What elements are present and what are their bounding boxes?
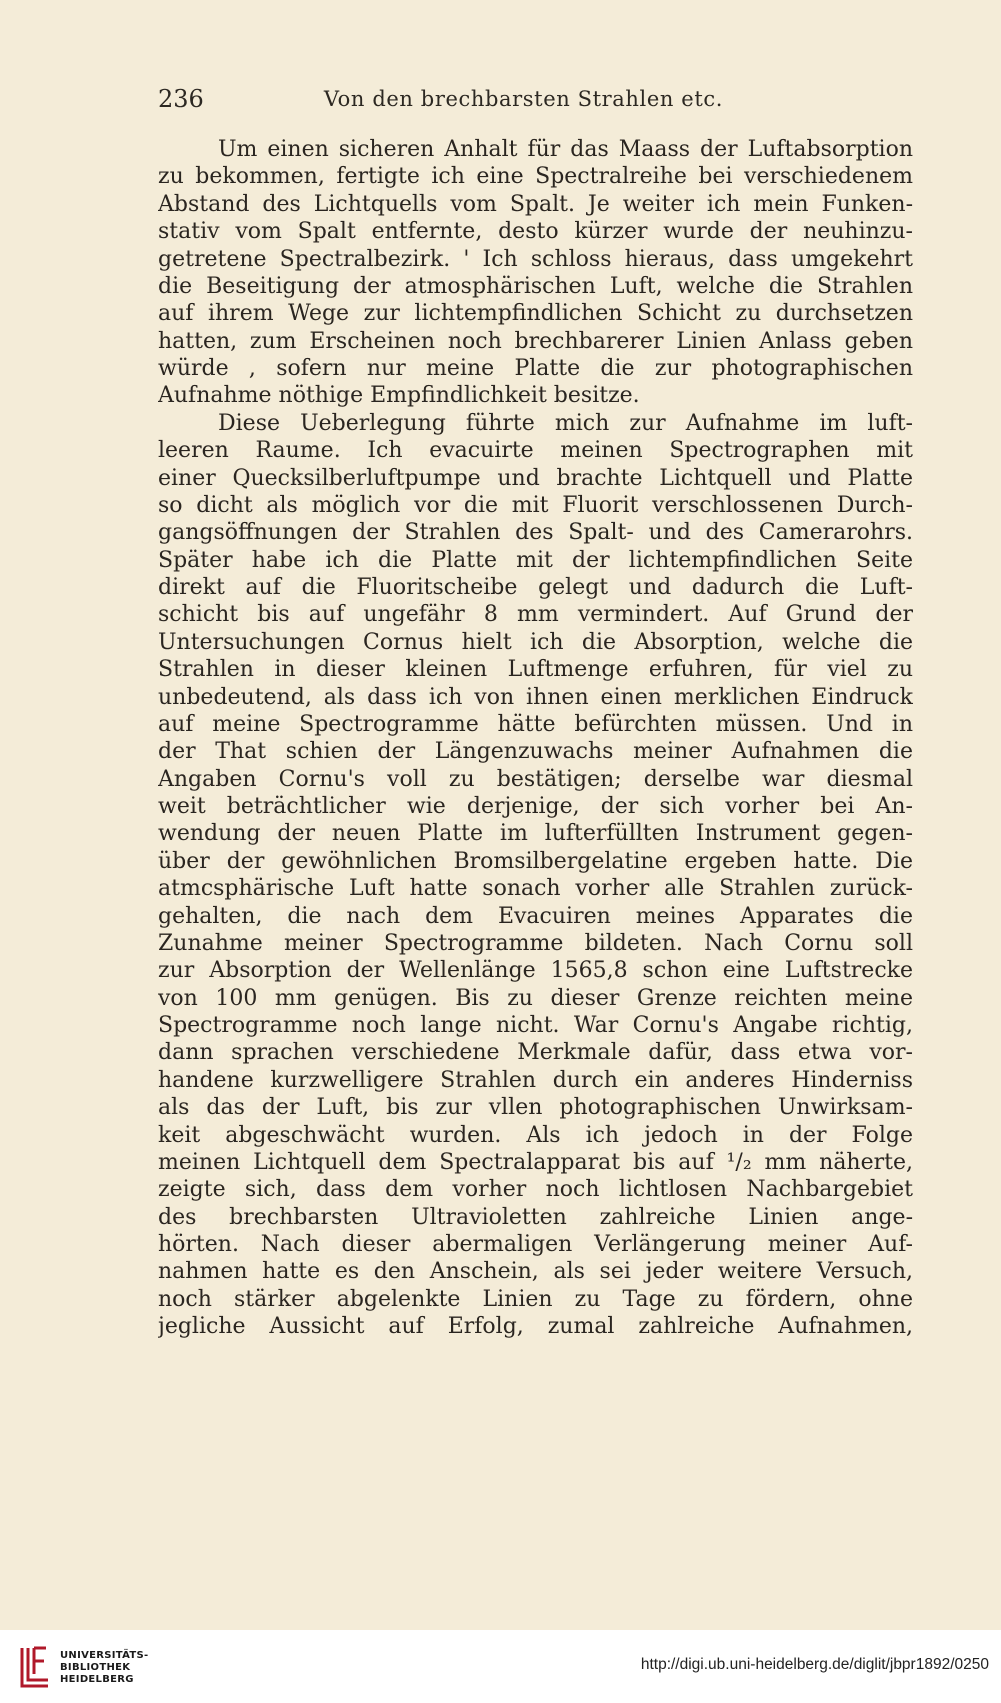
text-line: einer Quecksilberluftpumpe und brachte Lichtquell und Platte — [158, 465, 913, 491]
text-line: leeren Raume. Ich evacuirte meinen Spectrographen mit — [158, 438, 913, 464]
text-line: des brechbarsten Ultravioletten zahlreiche Linien ange- — [158, 1204, 913, 1230]
text-line: nahmen hatte es den Anschein, als sei jeder weitere Versuch, — [158, 1259, 913, 1285]
text-line: Strahlen in dieser kleinen Luftmenge erfuhren, für viel zu — [158, 657, 913, 683]
text-line: keit abgeschwächt wurden. Als ich jedoch in der Folge — [158, 1122, 913, 1148]
text-line: Aufnahme nöthige Empfindlichkeit besitze. — [158, 383, 640, 409]
text-line: wendung der neuen Platte im lufterfüllten Instrument gegen- — [158, 821, 913, 847]
text-line: würde , sofern nur meine Platte die zur photographischen — [158, 356, 913, 381]
library-name-line: UNIVERSITÄTS- — [60, 1650, 149, 1661]
text-line: unbedeutend, als dass ich von ihnen einen merklichen Eindruck — [158, 684, 913, 710]
text-line: handene kurzwelligere Strahlen durch ein anderes Hinderniss — [158, 1067, 913, 1093]
text-line: Untersuchungen Cornus hielt ich die Absorption, welche die — [158, 629, 913, 655]
text-line: weit beträchtlicher wie derjenige, der sich vorher bei An- — [158, 794, 913, 819]
text-line: auf meine Spectrogramme hätte befürchten müssen. Und in — [158, 711, 913, 737]
text-line: Um einen sicheren Anhalt für das Maass der Luftabsorption — [218, 137, 913, 162]
body-text — [158, 136, 913, 1341]
text-line: gehalten, die nach dem Evacuiren meines Apparates die — [158, 903, 913, 929]
text-line: direkt auf die Fluoritscheibe gelegt und dadurch die Luft- — [158, 575, 913, 600]
text-line: gangsöffnungen der Strahlen des Spalt- und des Camerarohrs. — [158, 520, 913, 546]
text-line: hörten. Nach dieser abermaligen Verlängerung meiner Auf- — [158, 1232, 913, 1257]
text-line: dann sprachen verschiedene Merkmale dafür, dass etwa vor- — [158, 1040, 913, 1066]
text-line: meinen Lichtquell dem Spectralapparat bis auf ¹/₂ mm näherte, — [158, 1149, 913, 1175]
text-line: stativ vom Spalt entfernte, desto kürzer wurde der neuhinzu- — [158, 219, 913, 245]
library-name — [60, 1650, 149, 1686]
text-line: zur Absorption der Wellenlänge 1565,8 schon eine Luftstrecke — [158, 958, 913, 984]
footer-bar — [0, 1630, 1001, 1703]
text-line: Zunahme meiner Spectrogramme bildeten. Nach Cornu soll — [158, 930, 913, 956]
text-line: auf ihrem Wege zur lichtempfindlichen Schicht zu durchsetzen — [158, 301, 913, 327]
running-title: Von den brechbarsten Strahlen etc. — [323, 87, 723, 111]
text-line: Später habe ich die Platte mit der lichtempfindlichen Seite — [158, 547, 913, 573]
running-head — [158, 82, 723, 116]
text-line: als das der Luft, bis zur vllen photographischen Unwirksam- — [158, 1095, 913, 1121]
library-logo[interactable] — [18, 1644, 228, 1690]
text-line: zu bekommen, fertigte ich eine Spectralreihe bei verschiedenem — [158, 164, 913, 190]
text-line: von 100 mm genügen. Bis zu dieser Grenze reichten meine — [158, 985, 913, 1011]
text-line: getretene Spectralbezirk. ' Ich schloss hieraus, dass umgekehrt — [158, 246, 913, 272]
library-name-line: HEIDELBERG — [60, 1674, 134, 1685]
text-line: zeigte sich, dass dem vorher noch lichtlosen Nachbargebiet — [158, 1177, 913, 1203]
text-line: hatten, zum Erscheinen noch brechbarerer Linien Anlass geben — [158, 328, 913, 354]
text-line: jegliche Aussicht auf Erfolg, zumal zahlreiche Aufnahmen, — [158, 1314, 913, 1340]
text-line: Abstand des Lichtquells vom Spalt. Je weiter ich mein Funken- — [158, 191, 913, 217]
text-line: Angaben Cornu's voll zu bestätigen; derselbe war diesmal — [158, 766, 913, 792]
text-line: atmcsphärische Luft hatte sonach vorher alle Strahlen zurück- — [158, 876, 913, 902]
text-line: die Beseitigung der atmosphärischen Luft, welche die Strahlen — [158, 273, 913, 299]
text-line: Spectrogramme noch lange nicht. War Cornu's Angabe richtig, — [158, 1013, 913, 1038]
source-url-link[interactable]: http://digi.ub.uni-heidelberg.de/diglit/jbpr1892/0250 — [640, 1656, 989, 1673]
text-line: der That schien der Längenzuwachs meiner Aufnahmen die — [158, 739, 913, 765]
text-line: schicht bis auf ungefähr 8 mm vermindert. Auf Grund der — [158, 602, 913, 628]
text-line: noch stärker abgelenkte Linien zu Tage zu fördern, ohne — [158, 1286, 913, 1312]
text-line: Diese Ueberlegung führte mich zur Aufnahme im luft- — [218, 410, 913, 436]
text-line: so dicht als möglich vor die mit Fluorit verschlossenen Durch- — [158, 492, 913, 518]
library-name-line: BIBLIOTHEK — [60, 1662, 131, 1673]
heidelberg-university-library-logo-icon — [18, 1644, 54, 1690]
text-line: über der gewöhnlichen Bromsilbergelatine ergeben hatte. Die — [158, 848, 913, 874]
page-number: 236 — [158, 85, 204, 113]
